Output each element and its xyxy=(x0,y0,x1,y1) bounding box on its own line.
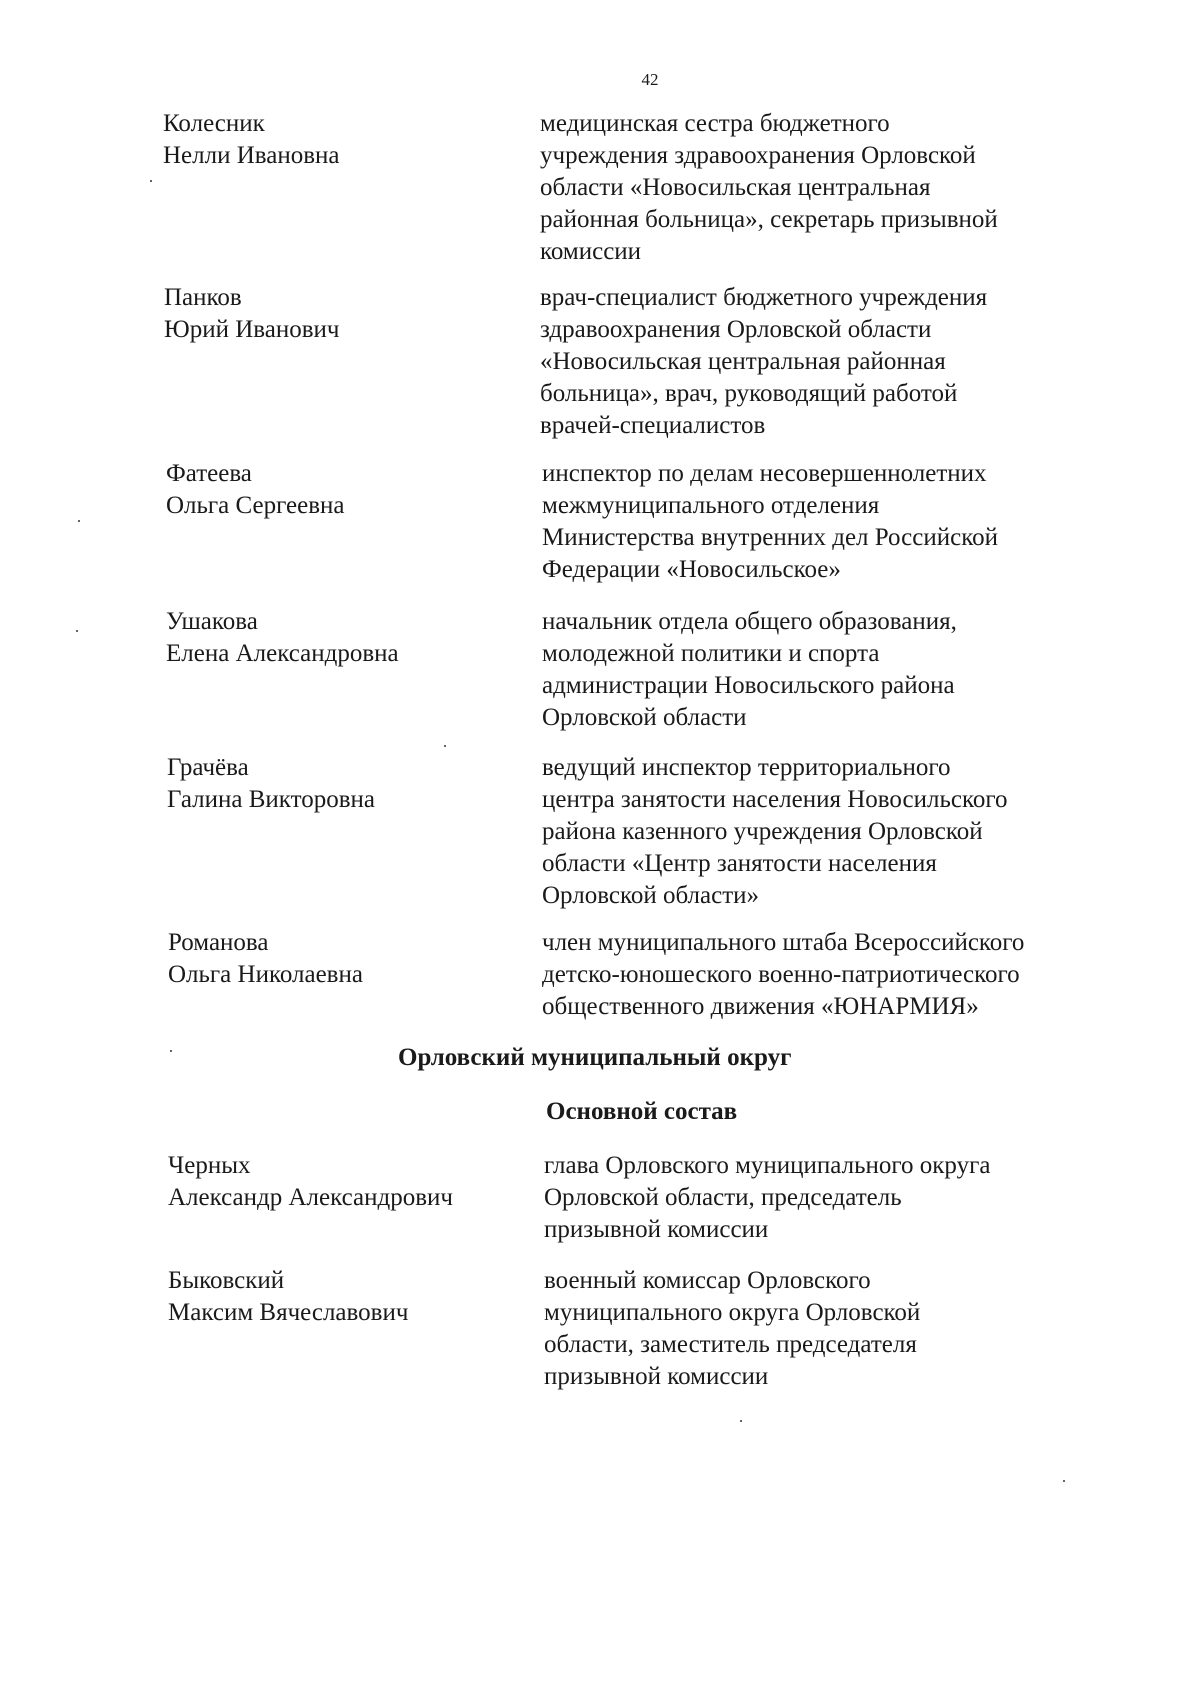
page-number: 42 xyxy=(641,70,659,89)
member-position xyxy=(540,108,1100,268)
position-line: центра занятости населения Новосильского xyxy=(542,786,1008,813)
member-name xyxy=(166,606,526,670)
position-line: военный комиссар Орловского xyxy=(544,1267,871,1294)
member-name xyxy=(164,282,524,346)
position-line: призывной комиссии xyxy=(544,1363,769,1390)
member-surname: Грачёва xyxy=(167,754,249,781)
position-line: области «Новосильская центральная xyxy=(540,174,931,201)
position-line: начальник отдела общего образования, xyxy=(542,608,957,635)
scan-speck xyxy=(78,520,80,522)
member-surname: Фатеева xyxy=(166,460,252,487)
member-given-names: Ольга Сергеевна xyxy=(166,492,345,519)
position-line: врач-специалист бюджетного учреждения xyxy=(540,284,988,311)
member-position xyxy=(540,282,1100,442)
position-line: Орловской области» xyxy=(542,882,760,909)
member-name xyxy=(168,1265,528,1329)
position-line: области «Центр занятости населения xyxy=(542,850,937,877)
position-line: член муниципального штаба Всероссийского xyxy=(542,929,1025,956)
scan-speck xyxy=(150,180,152,182)
member-name xyxy=(167,752,527,816)
position-line: детско-юношеского военно-патриотического xyxy=(542,961,1020,988)
position-line: Федерации «Новосильское» xyxy=(542,556,841,583)
position-line: медицинская сестра бюджетного xyxy=(540,110,890,137)
position-line: «Новосильская центральная районная xyxy=(540,348,946,375)
section-heading: Орловский муниципальный округ xyxy=(398,1044,792,1071)
position-line: призывной комиссии xyxy=(544,1216,769,1243)
position-line: межмуниципального отделения xyxy=(542,492,880,519)
member-surname: Колесник xyxy=(163,110,265,137)
member-given-names: Юрий Иванович xyxy=(164,316,340,343)
scan-speck xyxy=(1063,1480,1065,1482)
position-line: муниципального округа Орловской xyxy=(544,1299,921,1326)
member-surname: Ушакова xyxy=(166,608,258,635)
position-line: инспектор по делам несовершеннолетних xyxy=(542,460,987,487)
member-surname: Черных xyxy=(168,1152,251,1179)
member-given-names: Александр Александрович xyxy=(168,1184,453,1211)
position-line: молодежной политики и спорта xyxy=(542,640,880,667)
member-name xyxy=(166,458,526,522)
member-surname: Панков xyxy=(164,284,242,311)
scan-speck xyxy=(170,1050,172,1052)
member-position xyxy=(544,1265,1104,1393)
position-line: врачей-специалистов xyxy=(540,412,766,439)
position-line: здравоохранения Орловской области xyxy=(540,316,932,343)
position-line: Орловской области, председатель xyxy=(544,1184,902,1211)
position-line: области, заместитель председателя xyxy=(544,1331,917,1358)
member-position xyxy=(542,752,1102,912)
member-surname: Быковский xyxy=(168,1267,285,1294)
member-given-names: Нелли Ивановна xyxy=(163,142,340,169)
position-line: глава Орловского муниципального округа xyxy=(544,1152,991,1179)
position-line: ведущий инспектор территориального xyxy=(542,754,951,781)
scan-speck xyxy=(76,630,78,632)
member-given-names: Максим Вячеславович xyxy=(168,1299,409,1326)
member-surname: Романова xyxy=(168,929,269,956)
member-name xyxy=(168,1150,528,1214)
scan-speck xyxy=(740,1420,742,1422)
position-line: общественного движения «ЮНАРМИЯ» xyxy=(542,993,979,1020)
position-line: Орловской области xyxy=(542,704,747,731)
member-given-names: Ольга Николаевна xyxy=(168,961,363,988)
position-line: района казенного учреждения Орловской xyxy=(542,818,983,845)
member-given-names: Галина Викторовна xyxy=(167,786,375,813)
position-line: учреждения здравоохранения Орловской xyxy=(540,142,976,169)
subsection-heading: Основной состав xyxy=(546,1098,738,1125)
scan-speck xyxy=(444,745,446,747)
position-line: администрации Новосильского района xyxy=(542,672,955,699)
member-name xyxy=(163,108,523,172)
position-line: больница», врач, руководящий работой xyxy=(540,380,958,407)
position-line: комиссии xyxy=(540,238,642,265)
member-position xyxy=(542,606,1102,734)
member-given-names: Елена Александровна xyxy=(166,640,399,667)
position-line: районная больница», секретарь призывной xyxy=(540,206,998,233)
member-name xyxy=(168,927,528,991)
member-position xyxy=(544,1150,1104,1246)
member-position xyxy=(542,927,1102,1023)
position-line: Министерства внутренних дел Российской xyxy=(542,524,998,551)
member-position xyxy=(542,458,1102,586)
